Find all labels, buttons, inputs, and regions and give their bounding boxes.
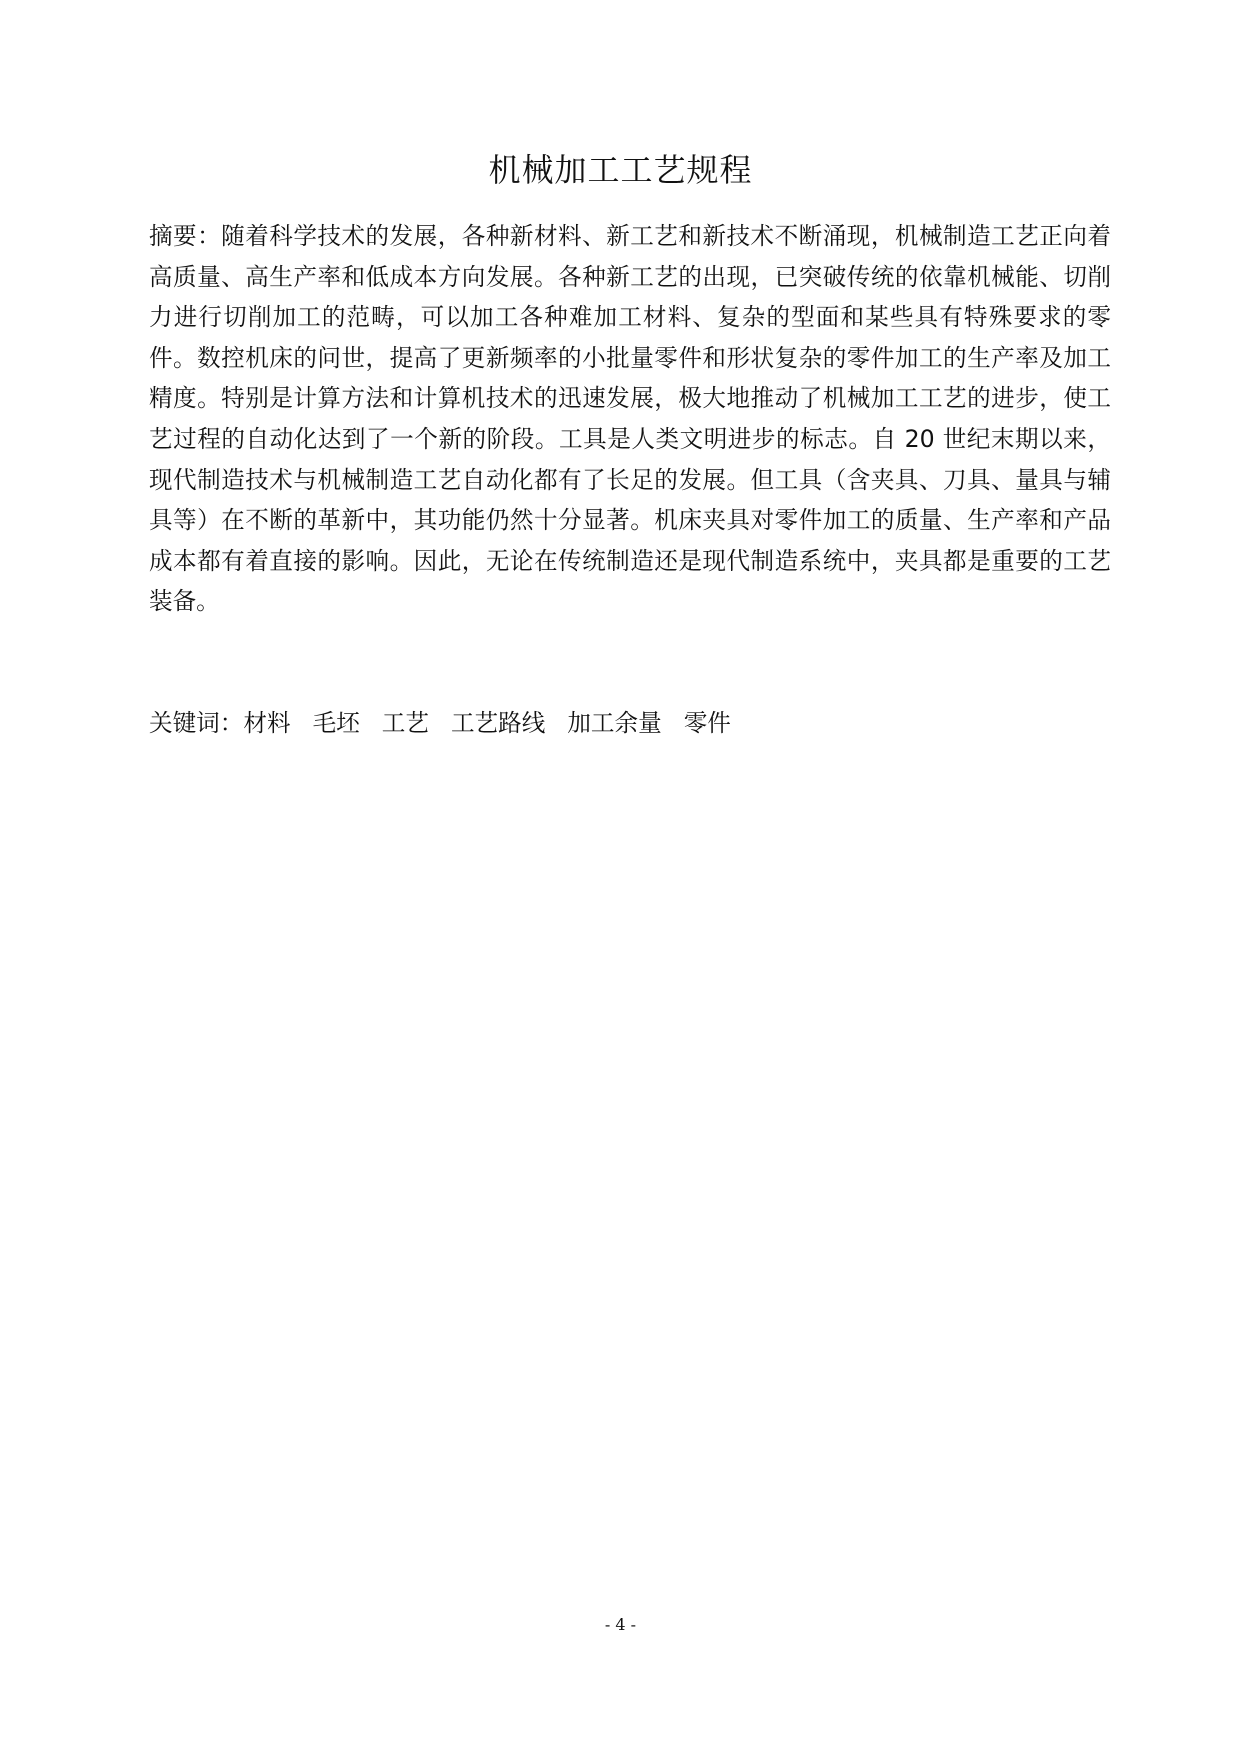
keyword-item: 工艺 [381, 709, 429, 737]
keyword-item: 工艺路线 [450, 709, 546, 737]
keyword-item: 材料 [243, 709, 291, 737]
keyword-item: 毛坯 [312, 709, 360, 737]
abstract-paragraph: 摘要：随着科学技术的发展，各种新材料、新工艺和新技术不断涌现，机械制造工艺正向着高质量、高生产率和低成本方向发展。各种新工艺的出现，已突破传统的依靠机械能、切削力进行切削加工的范畴，可以加工各种难加工材料、复杂的型面和某些具有特殊要求的零件。数控机床的问世，提高了更新频率的小批量零件和形状复杂的零件加工的生产率及加工精度。特别是计算方法和计算机技术的迅速发展，极大地推动了机械加工工艺的进步，使工艺过程的自动化达到了一个新的阶段。工具是人类文明进步的标志。自 20 世纪末期以来，现代制造技术与机械制造工艺自动化都有了长足的发展。但工具（含夹具、刀具、量具与辅具等）在不断的革新中，其功能仍然十分显著。机床夹具对零件加工的质量、生产率和产品成本都有着直接的影响。因此，无论在传统制造还是现代制造系统中，夹具都是重要的工艺装备。 [149, 222, 1111, 616]
keyword-item: 零件 [683, 709, 731, 737]
keyword-item: 加工余量 [567, 709, 662, 737]
page-number: - 4 - [604, 1615, 637, 1634]
keywords-label: 关键词： [149, 709, 244, 737]
document-title: 机械加工工艺规程 [488, 151, 753, 189]
keywords-line [149, 703, 753, 743]
